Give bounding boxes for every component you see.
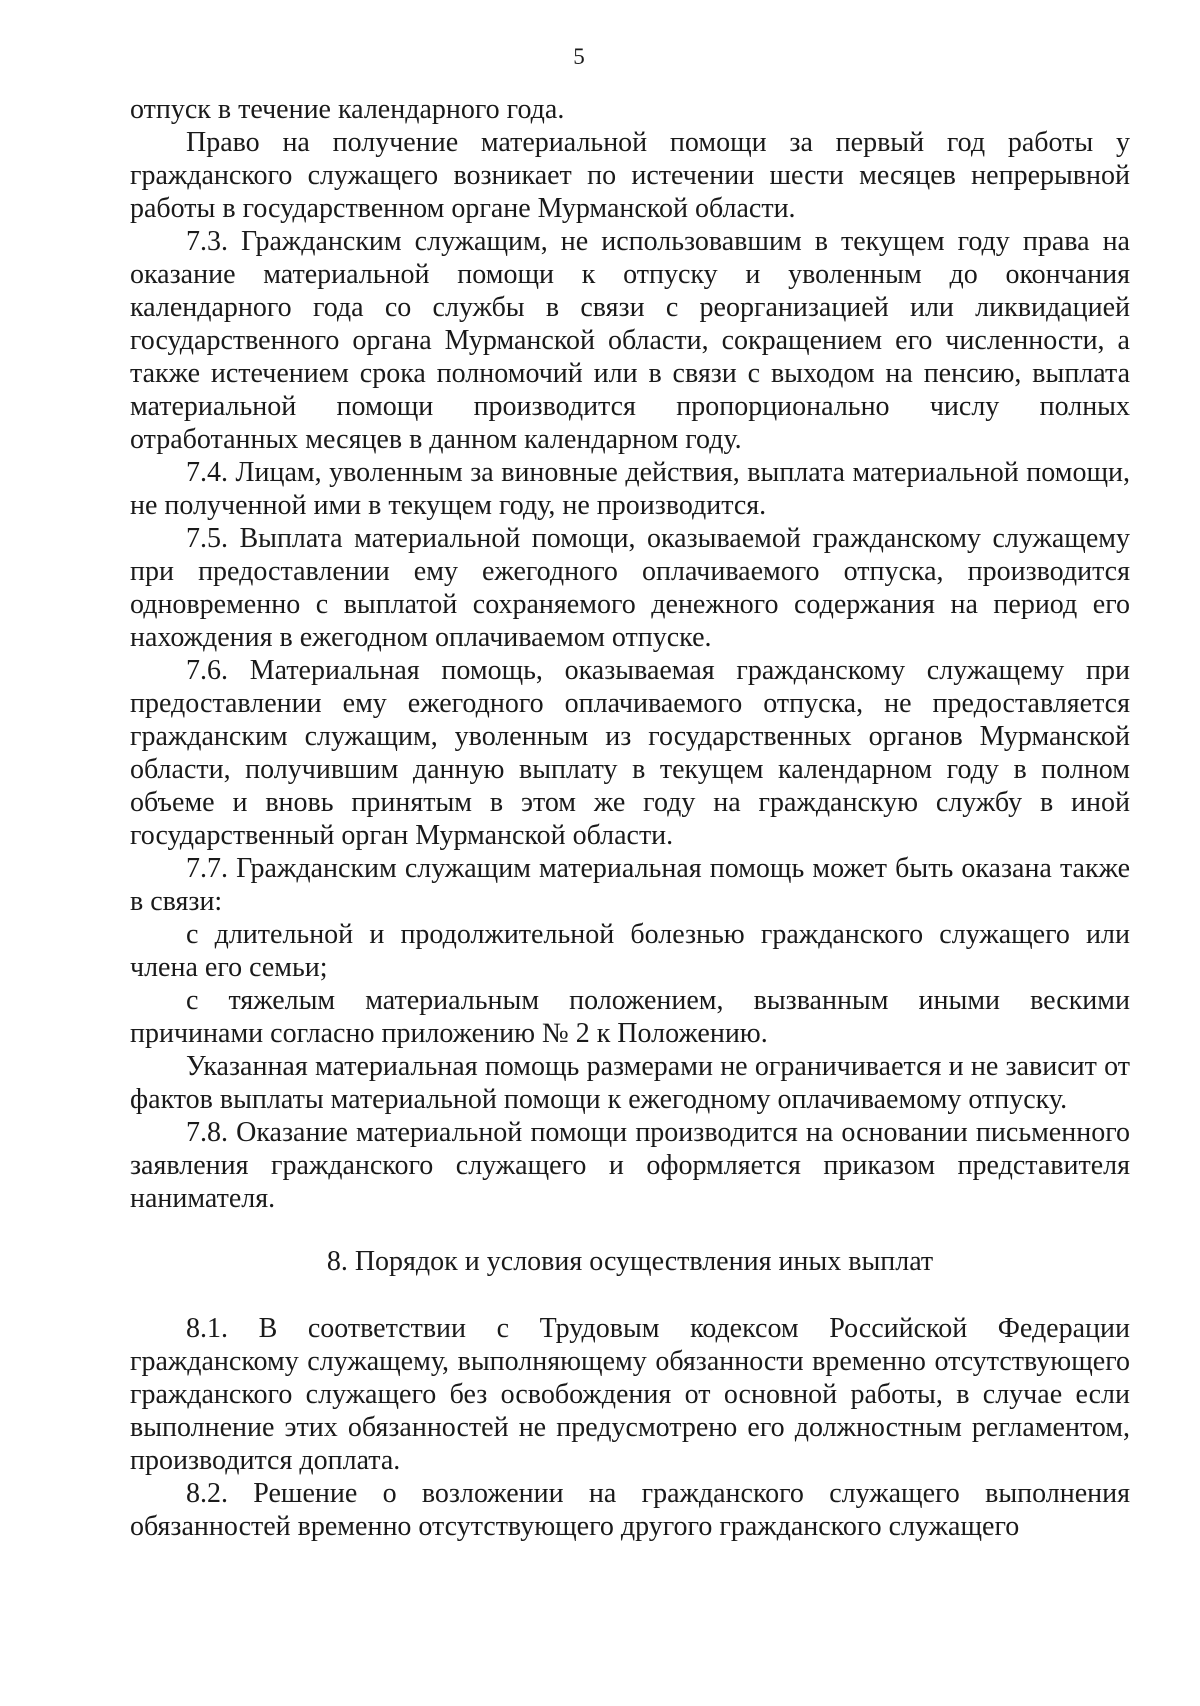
paragraph-7-8: 7.8. Оказание материальной помощи производится на основании письменного заявления гражданского служащего и оформляется приказом представителя нанимателя.	[130, 1117, 1130, 1214]
paragraph-7-6: 7.6. Материальная помощь, оказываемая гражданскому служащему при предоставлении ему ежегодного оплачиваемого отпуска, не предоставляется гражданским служащим, уволенным из государственных органов Мурманской области, получившим данную выплату в текущем календарном году в полном объеме и вновь принятым в этом же году на гражданскую службу в иной государственный орган Мурманской области.	[130, 655, 1130, 851]
document-body	[130, 93, 1130, 1543]
page-number: 5	[573, 44, 585, 69]
paragraph: отпуск в течение календарного года.	[130, 94, 565, 125]
section-heading: 8. Порядок и условия осуществления иных выплат	[326, 1246, 934, 1277]
paragraph: Право на получение материальной помощи за первый год работы у гражданского служащего возникает по истечении шести месяцев непрерывной работы в государственном органе Мурманской области.	[130, 127, 1130, 224]
paragraph: Указанная материальная помощь размерами не ограничивается и не зависит от фактов выплаты материальной помощи к ежегодному оплачиваемому отпуску.	[130, 1051, 1130, 1115]
paragraph-8-1: 8.1. В соответствии с Трудовым кодексом Российской Федерации гражданскому служащему, выполняющему обязанности временно отсутствующего гражданского служащего без освобождения от основной работы, в случае если выполнение этих обязанностей не предусмотрено его должностным регламентом, производится доплата.	[130, 1313, 1130, 1476]
paragraph-8-2: 8.2. Решение о возложении на гражданского служащего выполнения обязанностей временно отсутствующего другого гражданского служащего	[130, 1478, 1130, 1542]
list-item: с длительной и продолжительной болезнью гражданского служащего или члена его семьи;	[130, 919, 1130, 983]
paragraph-7-4: 7.4. Лицам, уволенным за виновные действия, выплата материальной помощи, не полученной ими в текущем году, не производится.	[130, 457, 1130, 521]
list-item: с тяжелым материальным положением, вызванным иными вескими причинами согласно приложению № 2 к Положению.	[130, 985, 1130, 1049]
paragraph-7-5: 7.5. Выплата материальной помощи, оказываемой гражданскому служащему при предоставлении ему ежегодного оплачиваемого отпуска, производится одновременно с выплатой сохраняемого денежного содержания на период его нахождения в ежегодном оплачиваемом отпуске.	[130, 523, 1130, 653]
paragraph-7-3: 7.3. Гражданским служащим, не использовавшим в текущем году права на оказание материальной помощи к отпуску и уволенным до окончания календарного года со службы в связи с реорганизацией или ликвидацией государственного органа Мурманской области, сокращением его численности, а также истечением срока полномочий или в связи с выходом на пенсию, выплата материальной помощи производится пропорционально числу полных отработанных месяцев в данном календарном году.	[130, 226, 1130, 455]
paragraph-7-7: 7.7. Гражданским служащим материальная помощь может быть оказана также в связи:	[130, 853, 1130, 917]
